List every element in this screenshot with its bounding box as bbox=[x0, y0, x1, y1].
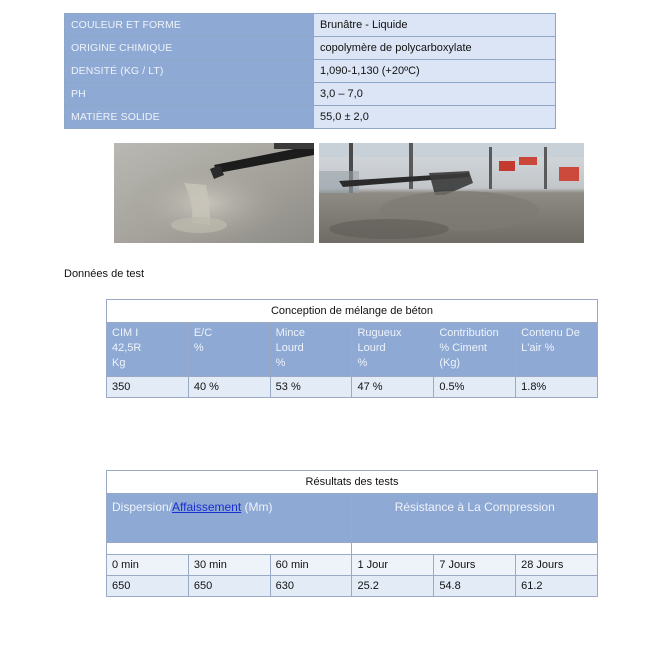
slump-group-header bbox=[107, 494, 352, 543]
property-value: 1,090-1,130 (+20ºC) bbox=[314, 60, 556, 83]
property-label: ORIGINE CHIMIQUE bbox=[65, 37, 314, 60]
compression-group-header: Résistance à La Compression bbox=[352, 494, 598, 543]
table-spacer-row bbox=[107, 543, 598, 555]
column-header: CIM I 42,5R Kg bbox=[107, 323, 189, 377]
table-cell: 25.2 bbox=[352, 576, 434, 597]
table-row bbox=[65, 83, 556, 106]
column-header: Contribution % Ciment (Kg) bbox=[434, 323, 516, 377]
concrete-pour-image bbox=[114, 143, 314, 243]
slump-prefix: Dispersion/ bbox=[112, 500, 173, 514]
table-cell: 40 % bbox=[188, 377, 270, 398]
table-row bbox=[65, 60, 556, 83]
column-header: Mince Lourd % bbox=[270, 323, 352, 377]
property-value: 3,0 – 7,0 bbox=[314, 83, 556, 106]
properties-table bbox=[64, 13, 556, 129]
property-value: 55,0 ± 2,0 bbox=[314, 106, 556, 129]
table-caption-row bbox=[107, 300, 598, 323]
mix-design-table bbox=[106, 299, 598, 398]
results-caption: Résultats des tests bbox=[107, 471, 598, 494]
spacer-cell bbox=[352, 543, 598, 555]
mix-design-caption: Conception de mélange de béton bbox=[107, 300, 598, 323]
table-group-header-row bbox=[107, 494, 598, 543]
table-cell: 650 bbox=[188, 576, 270, 597]
property-label: MATIÈRE SOLIDE bbox=[65, 106, 314, 129]
column-header: Rugueux Lourd % bbox=[352, 323, 434, 377]
table-row bbox=[107, 555, 598, 576]
table-cell: 630 bbox=[270, 576, 352, 597]
property-label: COULEUR ET FORME bbox=[65, 14, 314, 37]
table-cell: 350 bbox=[107, 377, 189, 398]
table-cell: 47 % bbox=[352, 377, 434, 398]
table-row bbox=[65, 37, 556, 60]
time-label: 60 min bbox=[270, 555, 352, 576]
table-cell: 53 % bbox=[270, 377, 352, 398]
time-label: 1 Jour bbox=[352, 555, 434, 576]
property-label: PH bbox=[65, 83, 314, 106]
warehouse-floor-photo bbox=[319, 143, 584, 243]
time-label: 7 Jours bbox=[434, 555, 516, 576]
table-row bbox=[107, 377, 598, 398]
table-cell: 650 bbox=[107, 576, 189, 597]
concrete-pour-photo bbox=[114, 143, 314, 243]
time-label: 30 min bbox=[188, 555, 270, 576]
time-label: 0 min bbox=[107, 555, 189, 576]
test-data-heading: Données de test bbox=[64, 268, 145, 280]
table-row bbox=[65, 106, 556, 129]
table-row bbox=[65, 14, 556, 37]
time-label: 28 Jours bbox=[516, 555, 598, 576]
property-value: Brunâtre - Liquide bbox=[314, 14, 556, 37]
slump-link[interactable]: Affaissement bbox=[172, 500, 242, 514]
table-cell: 61.2 bbox=[516, 576, 598, 597]
property-value: copolymère de polycarboxylate bbox=[314, 37, 556, 60]
table-caption-row bbox=[107, 471, 598, 494]
table-row bbox=[107, 576, 598, 597]
table-cell: 1.8% bbox=[516, 377, 598, 398]
property-label: DENSITÉ (KG / LT) bbox=[65, 60, 314, 83]
table-header-row bbox=[107, 323, 598, 377]
column-header: Contenu De L'air % bbox=[516, 323, 598, 377]
slump-suffix: (Mm) bbox=[241, 500, 273, 514]
test-results-table bbox=[106, 470, 598, 597]
spacer-cell bbox=[107, 543, 352, 555]
table-cell: 54.8 bbox=[434, 576, 516, 597]
warehouse-floor-image bbox=[319, 143, 584, 243]
column-header: E/C % bbox=[188, 323, 270, 377]
table-cell: 0.5% bbox=[434, 377, 516, 398]
